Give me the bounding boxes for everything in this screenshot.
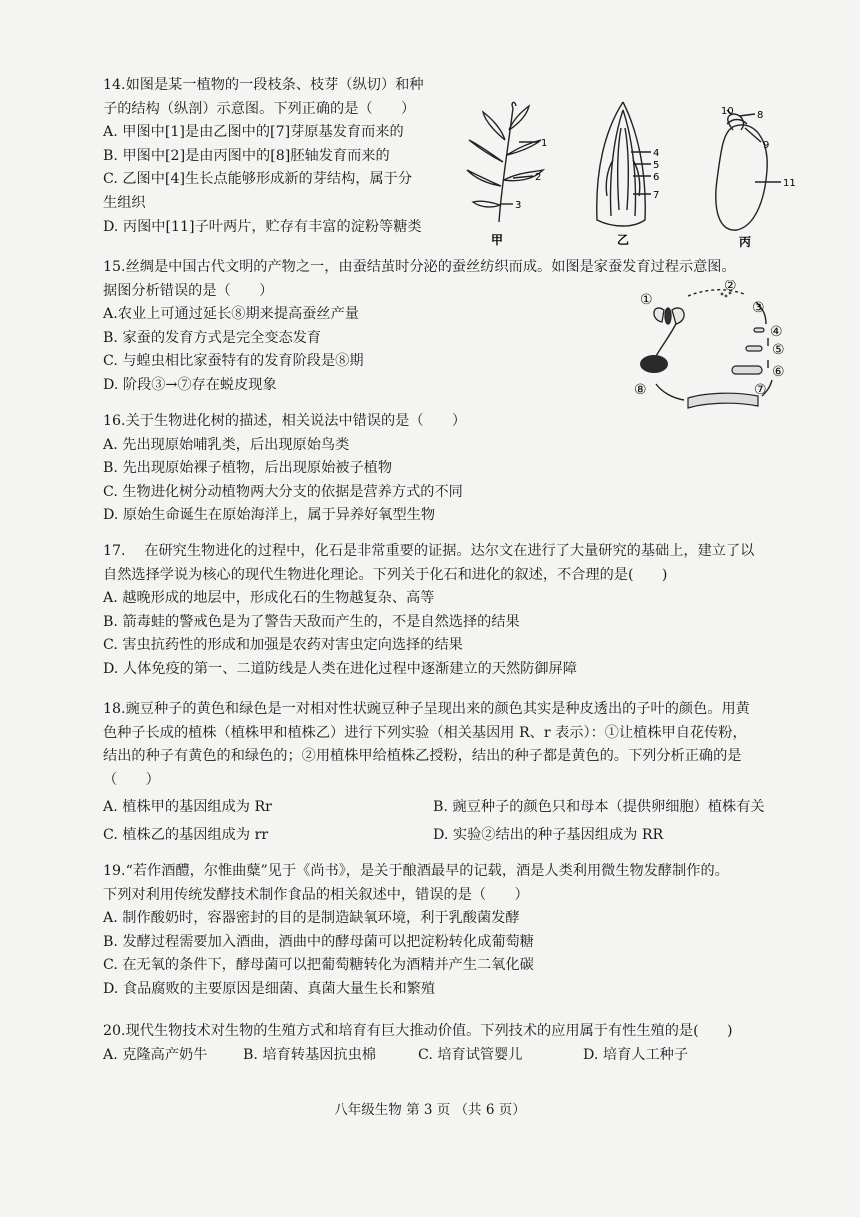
question-20 bbox=[103, 1020, 803, 1067]
option-d: D. 实验②结出的种子基因组成为 RR bbox=[433, 826, 664, 843]
option-c: C. 生物进化树分动植物两大分支的依据是营养方式的不同 bbox=[103, 483, 463, 500]
seed-section-illustration bbox=[716, 110, 781, 230]
moth-illustration bbox=[654, 308, 684, 324]
question-18 bbox=[103, 698, 803, 848]
option-b: B. 发酵过程需要加入酒曲，酒曲中的酵母菌可以把淀粉转化成葡萄糖 bbox=[103, 933, 534, 950]
label-5: 5 bbox=[653, 160, 660, 171]
stage-6-label: ⑥ bbox=[772, 364, 785, 380]
question-18-stem: 18.豌豆种子的黄色和绿色是一对相对性状豌豆种子呈现出来的颜色其实是种皮透出的子叶的颜色。用黄 bbox=[103, 701, 750, 717]
question-16-stem: 16.关于生物进化树的描述，相关说法中错误的是（ ） bbox=[103, 413, 467, 429]
stage-7-label: ⑦ bbox=[754, 382, 767, 398]
option-c-continued: 生组织 bbox=[103, 194, 146, 211]
stage-3-label: ③ bbox=[752, 300, 765, 316]
stage-1-label: ① bbox=[640, 292, 653, 308]
stage-8-label: ⑧ bbox=[634, 382, 647, 398]
option-c: C. 植株乙的基因组成为 rr bbox=[103, 826, 269, 843]
stage-5-label: ⑤ bbox=[772, 342, 785, 358]
label-11: 11 bbox=[783, 178, 796, 189]
cocoon-illustration bbox=[640, 355, 668, 373]
option-a: A. 制作酸奶时，容器密封的目的是制造缺氧环境，利于乳酸菌发酵 bbox=[103, 910, 520, 927]
question-19-stem: 下列对利用传统发酵技术制作食品的相关叙述中，错误的是（ ） bbox=[103, 886, 529, 903]
option-d: D. 培育人工种子 bbox=[583, 1046, 689, 1063]
silkworm-lifecycle-figure bbox=[628, 280, 796, 410]
stage-4-label: ④ bbox=[770, 324, 783, 340]
option-b: B. 先出现原始裸子植物，后出现原始被子植物 bbox=[103, 460, 393, 477]
label-10: 10 bbox=[721, 106, 734, 117]
branch-illustration bbox=[467, 102, 543, 222]
stage-2-label: ② bbox=[724, 280, 737, 294]
option-c: C. 乙图中[4]生长点能够形成新的芽结构，属于分 bbox=[103, 171, 413, 188]
question-17-stem: 自然选择学说为核心的现代生物进化理论。下列关于化石和进化的叙述，不合理的是( ) bbox=[103, 566, 668, 583]
option-b: B. 培育转基因抗虫棉 bbox=[243, 1046, 376, 1063]
plant-structure-figure bbox=[455, 100, 805, 252]
label-2: 2 bbox=[535, 172, 542, 183]
option-b: B. 甲图中[2]是由丙图中的[8]胚轴发育而来的 bbox=[103, 147, 390, 164]
question-17-stem: 17. 在研究生物进化的过程中，化石是非常重要的证据。达尔文在进行了大量研究的基础上，建立了以 bbox=[103, 543, 755, 559]
option-a: A. 克隆高产奶牛 bbox=[103, 1046, 208, 1063]
option-c: C. 培育试管婴儿 bbox=[418, 1046, 523, 1063]
option-b: B. 豌豆种子的颜色只和母本（提供卵细胞）植株有关 bbox=[433, 799, 765, 816]
option-a: A. 植株甲的基因组成为 Rr bbox=[103, 799, 272, 816]
question-14-stem: 子的结构（纵剖）示意图。下列正确的是（ ） bbox=[103, 100, 416, 117]
figure-jia-label: 甲 bbox=[491, 233, 504, 247]
question-19 bbox=[103, 860, 803, 1002]
option-d: D. 食品腐败的主要原因是细菌、真菌大量生长和繁殖 bbox=[103, 980, 436, 997]
option-a: A. 越晚形成的地层中，形成化石的生物越复杂、高等 bbox=[103, 590, 435, 607]
question-14-stem: 14.如图是某一植物的一段枝条、枝芽（纵切）和种 bbox=[103, 77, 424, 93]
option-a: A.农业上可通过延长⑧期来提高蚕丝产量 bbox=[103, 306, 359, 323]
option-a: A. 先出现原始哺乳类，后出现原始鸟类 bbox=[103, 436, 350, 453]
option-b: B. 箭毒蛙的警戒色是为了警告天敌而产生的，不是自然选择的结果 bbox=[103, 613, 520, 630]
question-19-stem: 19.“若作酒醴，尔惟曲糵”见于《尚书》，是关于酿酒最早的记载，酒是人类利用微生物发酵制作的。 bbox=[103, 863, 729, 879]
question-17 bbox=[103, 540, 803, 682]
label-1: 1 bbox=[541, 138, 548, 149]
option-d: D. 丙图中[11]子叶两片，贮存有丰富的淀粉等糖类 bbox=[103, 218, 422, 235]
question-16 bbox=[103, 410, 803, 528]
label-9: 9 bbox=[763, 140, 770, 151]
label-4: 4 bbox=[653, 148, 660, 159]
option-a: A. 甲图中[1]是由乙图中的[7]芽原基发育而来的 bbox=[103, 124, 404, 141]
question-14 bbox=[103, 74, 453, 239]
page-footer: 八年级生物 第 3 页 （共 6 页） bbox=[334, 1102, 526, 1118]
option-c: C. 与蝗虫相比家蚕特有的发育阶段是⑧期 bbox=[103, 353, 364, 370]
question-20-stem: 20.现代生物技术对生物的生殖方式和培育有巨大推动价值。下列技术的应用属于有性生殖的是( ) bbox=[103, 1023, 733, 1039]
figure-bing-label: 丙 bbox=[739, 235, 752, 249]
figure-yi-label: 乙 bbox=[617, 233, 630, 247]
option-c: C. 在无氧的条件下，酵母菌可以把葡萄糖转化为酒精并产生二氧化碳 bbox=[103, 957, 534, 974]
label-3: 3 bbox=[515, 200, 522, 211]
larva-illustrations bbox=[688, 328, 764, 408]
question-15-stem: 据图分析错误的是（ ） bbox=[103, 282, 274, 299]
question-18-stem: 色种子长成的植株（植株甲和植株乙）进行下列实验（相关基因用 R、r 表示）：①让植株甲自花传粉， bbox=[103, 724, 747, 741]
option-d: D. 阶段③→⑦存在蜕皮现象 bbox=[103, 376, 277, 393]
question-18-stem: （ ） bbox=[103, 771, 160, 788]
label-6: 6 bbox=[653, 172, 660, 183]
label-7: 7 bbox=[653, 190, 660, 201]
option-b: B. 家蚕的发育方式是完全变态发育 bbox=[103, 329, 322, 346]
question-15-stem: 15.丝绸是中国古代文明的产物之一，由蚕结茧时分泌的蚕丝纺织而成。如图是家蚕发育过程示意图。 bbox=[103, 259, 736, 275]
bud-section-illustration bbox=[597, 102, 651, 226]
option-d: D. 原始生命诞生在原始海洋上，属于异养好氧型生物 bbox=[103, 507, 436, 524]
label-8: 8 bbox=[757, 110, 764, 121]
question-18-stem: 结出的种子有黄色的和绿色的；②用植株甲给植株乙授粉，结出的种子都是黄色的。下列分析正确的是 bbox=[103, 748, 742, 765]
option-d: D. 人体免疫的第一、二道防线是人类在进化过程中逐渐建立的天然防御屏障 bbox=[103, 660, 577, 677]
option-c: C. 害虫抗药性的形成和加强是农药对害虫定向选择的结果 bbox=[103, 637, 463, 654]
